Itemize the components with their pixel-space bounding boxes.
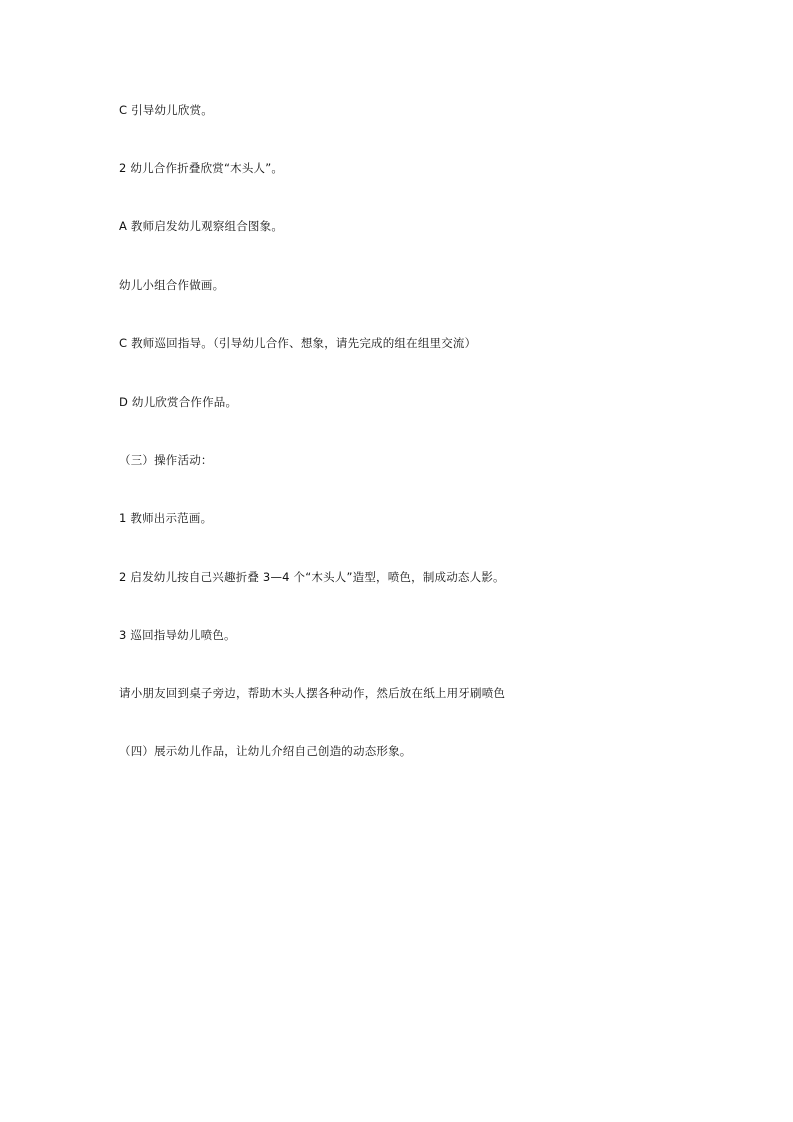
activity-step-patrol: 3 巡回指导幼儿喷色。 xyxy=(119,628,236,642)
step-cooperative-folding: 2 幼儿合作折叠欣赏“木头人”。 xyxy=(119,161,284,175)
step-teacher-guidance: C 教师巡回指导。（引导幼儿合作、想象，请先完成的组在组里交流） xyxy=(119,336,477,350)
activity-step-demo: 1 教师出示范画。 xyxy=(119,511,213,525)
activity-instruction: 请小朋友回到桌子旁边，帮助木头人摆各种动作，然后放在纸上用牙刷喷色 xyxy=(119,686,506,700)
section-heading-activity: （三）操作活动： xyxy=(119,453,213,467)
activity-step-fold-spray: 2 启发幼儿按自己兴趣折叠 3—4 个“木头人”造型，喷色，制成动态人影。 xyxy=(119,570,505,584)
section-heading-showcase: （四）展示幼儿作品，让幼儿介绍自己创造的动态形象。 xyxy=(119,744,412,758)
step-group-drawing: 幼儿小组合作做画。 xyxy=(119,278,225,292)
step-guide-appreciation: C 引导幼儿欣赏。 xyxy=(119,103,213,117)
step-appreciate-works: D 幼儿欣赏合作作品。 xyxy=(119,395,238,409)
step-observe-combination: A 教师启发幼儿观察组合图象。 xyxy=(119,219,284,233)
